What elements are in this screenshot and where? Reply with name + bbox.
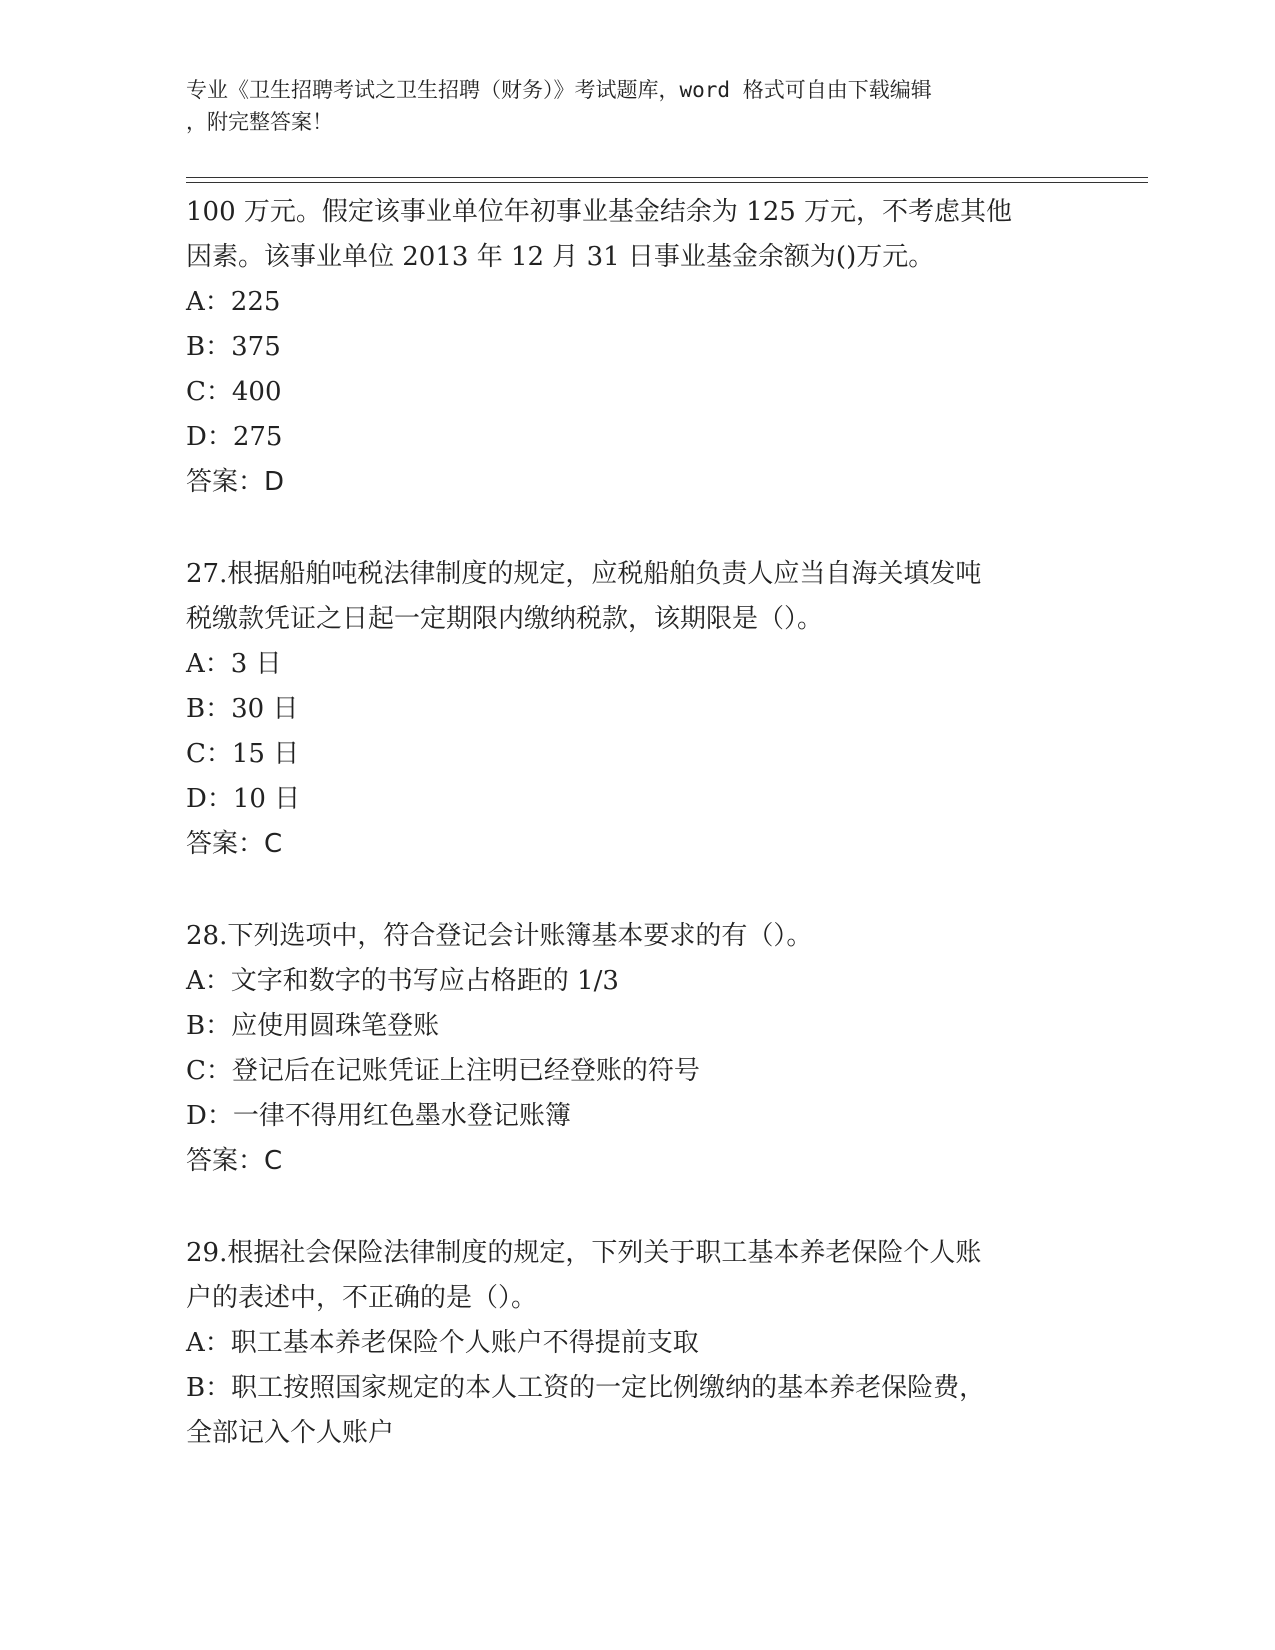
document-body xyxy=(186,190,1086,1456)
option-c: C：15 日 xyxy=(186,739,300,769)
option-b: B：30 日 xyxy=(186,694,299,724)
option-c: C：400 xyxy=(186,377,282,407)
option-d: D：一律不得用红色墨水登记账簿 xyxy=(186,1101,571,1131)
header-line-2: ，附完整答案！ xyxy=(186,110,333,134)
option-d: D：275 xyxy=(186,422,283,452)
question-28 xyxy=(186,914,1086,1184)
answer: 答案：C xyxy=(186,1146,283,1176)
answer: 答案：C xyxy=(186,829,283,859)
question-text-line: 税缴款凭证之日起一定期限内缴纳税款，该期限是（）。 xyxy=(186,604,824,634)
question-text-line: 因素。该事业单位 2013 年 12 月 31 日事业基金余额为()万元。 xyxy=(186,242,935,272)
option-c: C：登记后在记账凭证上注明已经登账的符号 xyxy=(186,1056,700,1086)
document-header xyxy=(186,74,1066,138)
header-divider-top xyxy=(186,177,1148,178)
question-29 xyxy=(186,1231,1086,1456)
question-26 xyxy=(186,190,1086,505)
option-b: B：375 xyxy=(186,332,281,362)
option-b-continuation: 全部记入个人账户 xyxy=(186,1418,395,1448)
question-text-line: 28.下列选项中，符合登记会计账簿基本要求的有（）。 xyxy=(186,921,813,951)
question-27 xyxy=(186,552,1086,867)
question-text-line: 100 万元。假定该事业单位年初事业基金结余为 125 万元，不考虑其他 xyxy=(186,197,1013,227)
option-b: B：应使用圆珠笔登账 xyxy=(186,1011,440,1041)
header-line-1: 专业《卫生招聘考试之卫生招聘（财务）》考试题库，word 格式可自由下载编辑 xyxy=(186,78,932,102)
question-text-line: 29.根据社会保险法律制度的规定，下列关于职工基本养老保险个人账 xyxy=(186,1238,982,1268)
question-text-line: 户的表述中，不正确的是（）。 xyxy=(186,1283,538,1313)
option-a: A：文字和数字的书写应占格距的 1/3 xyxy=(186,966,619,996)
option-a: A：职工基本养老保险个人账户不得提前支取 xyxy=(186,1328,699,1358)
header-divider-bottom xyxy=(186,182,1148,183)
option-a: A：225 xyxy=(186,287,281,317)
option-d: D：10 日 xyxy=(186,784,301,814)
option-b: B：职工按照国家规定的本人工资的一定比例缴纳的基本养老保险费， xyxy=(186,1373,986,1403)
option-a: A：3 日 xyxy=(186,649,282,679)
question-text-line: 27.根据船舶吨税法律制度的规定，应税船舶负责人应当自海关填发吨 xyxy=(186,559,982,589)
answer: 答案：D xyxy=(186,467,285,497)
